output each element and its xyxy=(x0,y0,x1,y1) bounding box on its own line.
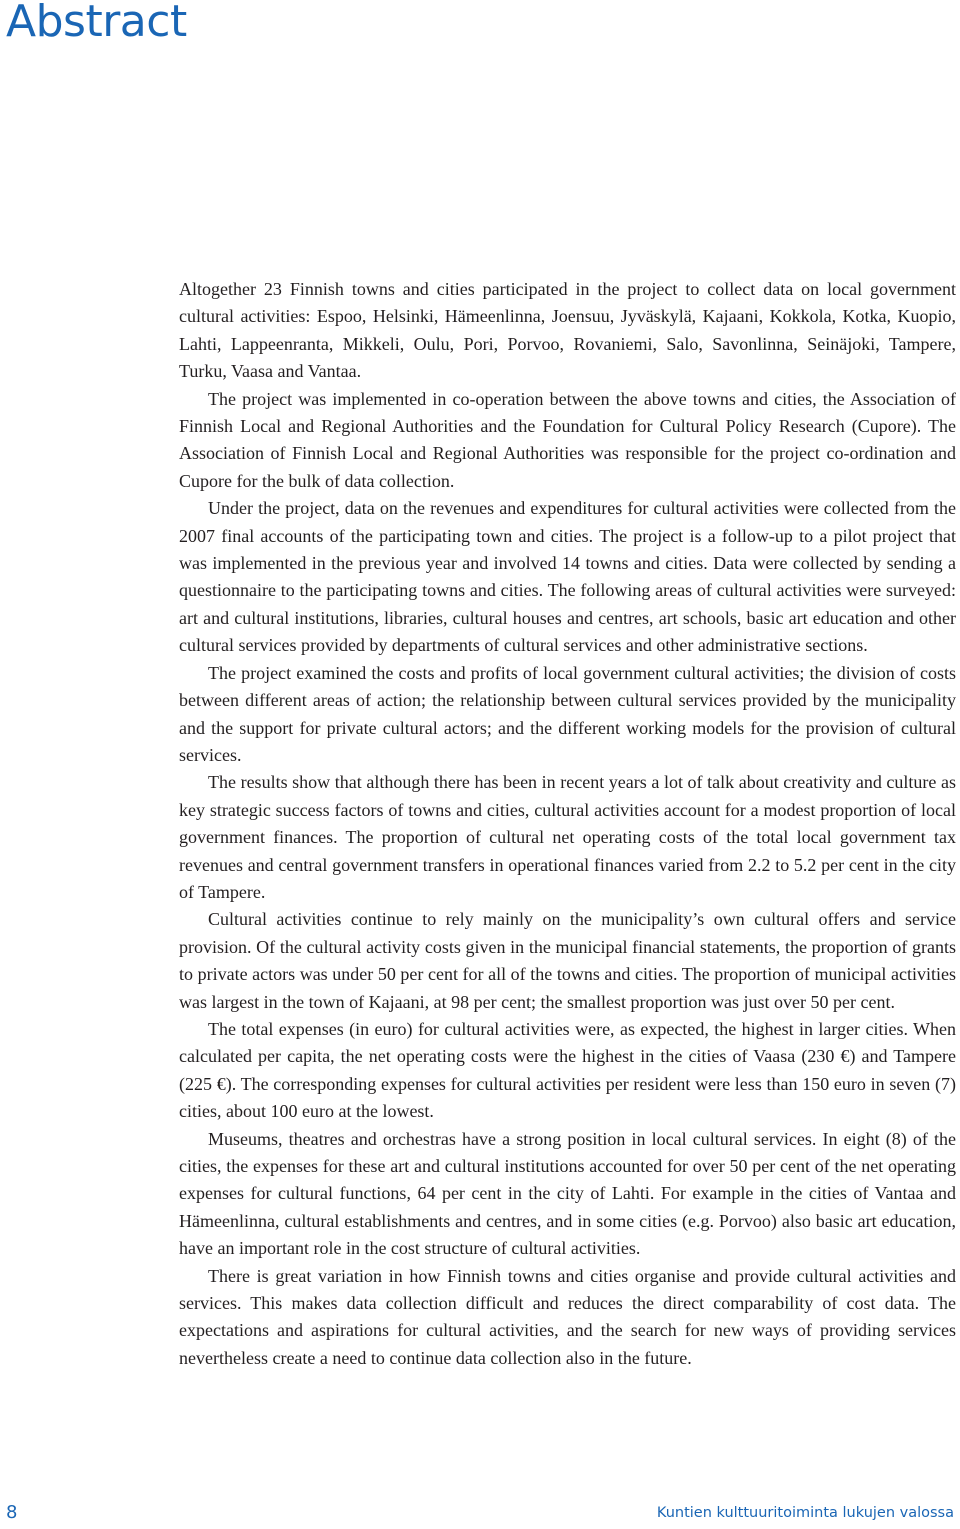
abstract-body xyxy=(179,276,956,1372)
running-footer-title: Kuntien kulttuuritoiminta lukujen valossa xyxy=(656,1505,954,1521)
abstract-paragraph: The project examined the costs and profits of local government cultural activities; the division of costs between different areas of action; the relationship between cultural services provided by the municipality and the support for private cultural actors; and the different working models for the provision of cultural services. xyxy=(179,662,956,765)
abstract-paragraph: Altogether 23 Finnish towns and cities participated in the project to collect data on local government cultural activities: Espoo, Helsinki, Hämeenlinna, Joensuu, Jyväskylä, Kajaani, Kokkola, Kotka, Kuopio, Lahti, Lappeenranta, Mikkeli, Oulu, Pori, Porvoo, Rovaniemi, Salo, Savonlinna, Seinäjoki, Tampere, Turku, Vaasa and Vantaa. xyxy=(179,279,956,382)
abstract-paragraph: The total expenses (in euro) for cultural activities were, as expected, the highest in larger cities. When calculated per capita, the net operating costs were the highest in the cities of Vaasa (230 €) and Tampere (225 €). The corresponding expenses for cultural activities per resident were less than 150 euro in seven (7) cities, about 100 euro at the lowest. xyxy=(179,1018,956,1122)
abstract-paragraph: The project was implemented in co-operation between the above towns and cities, the Association of Finnish Local and Regional Authorities and the Foundation for Cultural Policy Research (Cupore). The Association of Finnish Local and Regional Authorities was responsible for the project co-ordination and Cupore for the bulk of data collection. xyxy=(179,388,956,491)
page-number: 8 xyxy=(6,1502,18,1523)
abstract-paragraph: There is great variation in how Finnish towns and cities organise and provide cultural activities and services. This makes data collection difficult and reduces the direct comparability of cost data. The expectations and aspirations for cultural activities, and the search for new ways of providing services nevertheless create a need to continue data collection also in the future. xyxy=(179,1265,956,1368)
abstract-paragraph: Under the project, data on the revenues and expenditures for cultural activities were collected from the 2007 final accounts of the participating town and cities. The project is a follow-up to a pilot project that was implemented in the previous year and involved 14 towns and cities. Data were collected by sending a questionnaire to the participating towns and cities. The following areas of cultural activities were surveyed: art and cultural institutions, libraries, cultural houses and centres, art schools, basic art education and other cultural services provided by departments of cultural services and other administrative sections. xyxy=(179,498,956,656)
abstract-paragraph: Museums, theatres and orchestras have a strong position in local cultural services. In eight (8) of the cities, the expenses for these art and cultural institutions accounted for over 50 per cent of the net operating expenses for cultural functions, 64 per cent in the city of Lahti. For example in the cities of Vantaa and Hämeenlinna, cultural establishments and centres, and in some cities (e.g. Porvoo) also basic art education, have an important role in the cost structure of cultural activities. xyxy=(179,1128,956,1259)
page-title: Abstract xyxy=(6,0,187,47)
abstract-paragraph: Cultural activities continue to rely mainly on the municipality’s own cultural offers and service provision. Of the cultural activity costs given in the municipal financial statements, the proportion of grants to private actors was under 50 per cent for all of the towns and cities. The proportion of municipal activities was largest in the town of Kajaani, at 98 per cent; the smallest proportion was just over 50 per cent. xyxy=(179,909,956,1012)
abstract-paragraph: The results show that although there has been in recent years a lot of talk about creativity and culture as key strategic success factors of towns and cities, cultural activities account for a modest proportion of local government finances. The proportion of cultural net operating costs of the total local government tax revenues and central government transfers in operational finances varied from 2.2 to 5.2 per cent in the city of Tampere. xyxy=(179,772,956,902)
